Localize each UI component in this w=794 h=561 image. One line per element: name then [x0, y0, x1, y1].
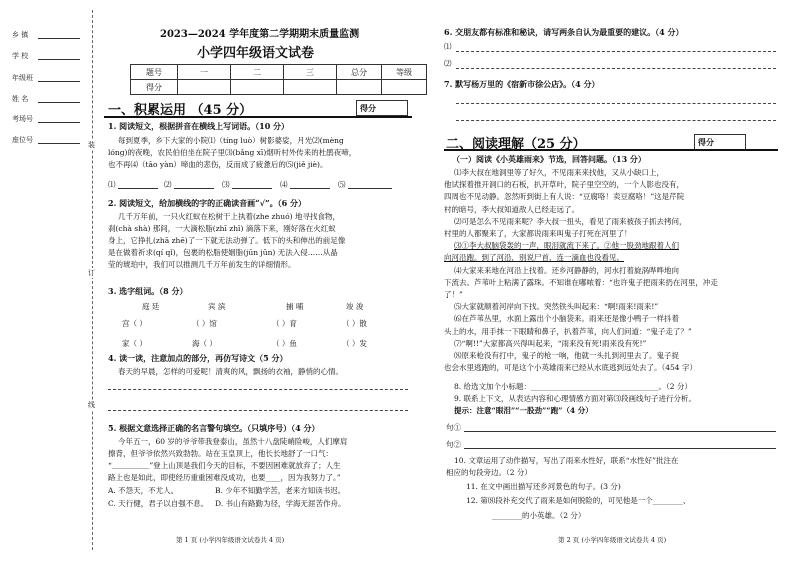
score-cell: 三 — [284, 65, 337, 80]
q11: 11. 在文中画出描写还乡河景色的句子。(3 分) — [466, 482, 621, 491]
passage-line: 下流去。芦苇叶上粘满了露珠。不知谁在嘟哝着：“也许鬼子把雨来扔在河里，冲走 — [444, 277, 718, 287]
q2-line: 几千万年前，一只火红蚁在松树干上执着(zhe zhuó) 地寻找食物， — [118, 212, 340, 221]
passage-line: ⑴李大叔在地洞里等了好久，不见雨来来找他，又从小缺口上， — [454, 168, 664, 177]
passage-line: ⑹在芦苇丛里，水面上露出个小脑袋来。雨来还是像小鸭子一样抖着 — [454, 314, 679, 324]
q8: 8. 给选文加个小标题：__________________________________。（2 分） — [454, 382, 692, 391]
answer-blank[interactable] — [118, 188, 158, 189]
q3-blank[interactable]: 海（ ） — [192, 339, 217, 348]
score-cell: 等级 — [382, 65, 427, 80]
q5-line: 今年五一，60 岁的爷爷带我登泰山，虽然十八盘陡峭险峻，人们摩肩 — [118, 437, 348, 446]
passage-line: ⑶①李大叔脑袋轰的一声，眼泪就流下来了。②他一股劲地跟着人们 — [454, 241, 679, 251]
score-cell[interactable] — [284, 80, 337, 95]
q5-line: 路上也是如此，即使经历重重困难没成功，也要____，因为我努力了。” — [108, 473, 341, 482]
q1-title: 1. 阅读短文，根据拼音在横线上写词语。（10 分） — [108, 121, 290, 131]
passage-line: 他试探着推开洞口的石板，扒开草叶，院子里空空的，一个人影也没有， — [444, 180, 684, 190]
answer-blank[interactable] — [232, 188, 272, 189]
q2-line: 莹的琥珀中，我们可以推测几千万年前发生的详细情形。 — [108, 260, 296, 269]
passage-line: 村的暗号，李大叔知道敌人已经走远了。 — [444, 204, 579, 214]
margin-field-class: 年级班 — [12, 74, 33, 82]
q6-blank-label: ⑵ — [444, 59, 452, 68]
margin-line — [38, 59, 80, 60]
score-cell: 总分 — [337, 65, 382, 80]
passage-line: ⑺“啊!!”大家都高兴得叫起来，“雨来没有死!雨来没有死!” — [454, 338, 647, 348]
margin-field-town: 乡 镇 — [12, 31, 29, 39]
q1-answer-5: ⑸ — [338, 180, 346, 189]
margin-field-school: 学 校 — [12, 52, 29, 60]
q1-line: 每到夏季，乡下大家的小院⑴（tíng luò）树影婆娑，月光⑵(mèng — [118, 136, 344, 145]
margin-line — [38, 122, 80, 123]
answer-blank[interactable] — [290, 188, 330, 189]
q5-option: A. 不怨天，不尤人。 — [108, 486, 179, 495]
margin-line — [38, 143, 80, 144]
q5-title: 5. 根据文意选择正确的名言警句填空。（只填序号）（4 分） — [108, 423, 320, 433]
q6-blank-label: ⑴ — [444, 42, 452, 51]
q6-title: 6. 交朋友都有标准和秘诀，请写两条自认为最重要的建议。（4 分） — [444, 27, 684, 37]
score-cell[interactable] — [231, 80, 284, 95]
q3-blank[interactable]: 家（ ） — [122, 339, 147, 348]
answer-line[interactable] — [464, 431, 776, 432]
score-cell[interactable] — [337, 80, 382, 95]
binding-mark: 装 — [88, 141, 95, 149]
margin-field-room: 考场号 — [12, 115, 33, 123]
q5-line: “＿＿＿＿＿”登上山顶是我们今天的目标，不要因困难就放弃了；人生 — [108, 461, 341, 470]
q9-blank-label: 句② — [446, 440, 461, 449]
margin-field-name: 姓 名 — [12, 95, 29, 103]
q3-title: 3. 选字组词。（8 分） — [108, 286, 188, 296]
q1-answer-4: ⑷ — [280, 180, 288, 189]
q1-line: lóng)的夜晚，农民伯伯坐在院子里⑶(bǎng xī)烟听村外传来的杜鹃夜啼， — [108, 148, 357, 157]
q9: 9. 联系上下文，从表达内容和心理情感方面对第⑶段画线句子进行分析。 — [454, 394, 697, 403]
q1-answer-1: ⑴ — [108, 180, 116, 189]
section-1-score-box[interactable]: 得分 — [356, 100, 408, 116]
margin-line — [38, 38, 80, 39]
score-cell[interactable] — [382, 80, 427, 95]
passage-line: ⑵可是怎么不见雨来呢？李大叔一扭头，看见了雨来被孩子抓去拷问， — [454, 216, 687, 226]
q3-pair: 庭 廷 — [142, 302, 160, 311]
q12: 12. 第⑻段补充交代了雨来是如何脱险的，可见他是一个________、 — [466, 496, 691, 505]
answer-line[interactable] — [464, 448, 776, 449]
q1-answer-3: ⑶ — [222, 180, 230, 189]
passage-line: 向河沿跑。到了河沿，别说尸首，连一滴血也没看见。 — [444, 253, 624, 263]
margin-field-seat: 座位号 — [12, 136, 33, 144]
exam-header: 2023—2024 学年度第二学期期末质量监测 — [160, 29, 360, 40]
answer-line[interactable] — [108, 410, 408, 411]
section-divider — [444, 149, 778, 151]
passage-line: 四周也不见动静。忽然听到街上有人说：“豆腐咯！卖豆腐咯！”这是芹院 — [444, 192, 685, 202]
score-cell: 二 — [231, 65, 284, 80]
q1-line: 也不再⑷（tāo yàn）啼血的悲伤，反而成了疲惫后的⑸(jiě jiè)。 — [108, 160, 328, 169]
q3-pair: 捕 哺 — [286, 302, 304, 311]
q3-pair: 宾 滨 — [208, 302, 226, 311]
answer-line[interactable] — [456, 103, 776, 104]
q1-answer-2: ⑵ — [164, 180, 172, 189]
passage-line: 头上的水，用手抹一下眼睛和鼻子，扒着芦苇，向人们问道：“鬼子走了？” — [444, 326, 692, 336]
answer-line[interactable] — [456, 68, 776, 69]
q2-line: 刹(chà shà) 那间，一大滴松脂(zhī zhǐ) 滴落下来，刚好落在火红蚁 — [108, 224, 336, 233]
q3-blank[interactable]: （ ）发 — [342, 339, 367, 348]
score-table — [130, 64, 427, 95]
q3-blank[interactable]: （ ）育 — [272, 319, 297, 328]
q3-blank[interactable]: （ ）鱼 — [272, 339, 297, 348]
passage-line: 了！” — [444, 290, 463, 299]
passage-line: 村里的人都聚来了，大家都说雨来叫鬼子打死在河里了！ — [444, 229, 632, 238]
margin-line — [38, 102, 80, 103]
page-2-footer: 第 2 页 (小学四年级语文试卷共 4 页) — [558, 536, 667, 544]
q3-blank[interactable]: 宫（ ） — [122, 319, 147, 328]
binding-line — [92, 10, 93, 550]
q5-line: 擦背，但爷爷依然兴致勃勃。站在玉皇顶上，他长长地舒了一口气： — [108, 449, 333, 458]
answer-blank[interactable] — [174, 188, 214, 189]
section-2-title: 二、阅读理解（25 分） — [446, 137, 586, 152]
passage-line: ⑻原来枪没有打中，鬼子的枪一响，他就一头扎到河里去了。鬼子捉 — [454, 351, 679, 360]
q2-line: 身上，它挣扎(zhā zhē)了一下就无法动弹了。低下的头和伸出的前足像 — [108, 236, 346, 245]
score-cell: 得分 — [131, 80, 178, 95]
section-divider — [104, 116, 412, 118]
q9-blank-label: 句① — [446, 423, 461, 432]
answer-line[interactable] — [456, 120, 776, 121]
q4-title: 4. 读一读，注意加点的部分，再仿写诗文（5 分） — [108, 353, 288, 363]
q5-option: D. 书山有路勤为径，学海无涯苦作舟。 — [215, 499, 346, 508]
passage-line: ⑸大家就顺着河岸向下找。突然铁头叫起来：“啊!雨来!雨来!” — [454, 302, 659, 312]
answer-blank[interactable] — [348, 188, 392, 189]
q3-pair: 竣 浚 — [346, 302, 364, 311]
section-1-title: 一、积累运用 （45 分） — [108, 103, 253, 118]
q2-line: 是在做着祈求(qí qǐ)，包裹的松脂使姻脂(jūn jūn) 无法入侵……从晶 — [108, 248, 338, 257]
q3-blank[interactable]: （ ）散 — [342, 319, 367, 328]
q10-cont: 相应的句段旁边。（2 分） — [446, 468, 532, 477]
binding-mark: 线 — [88, 401, 95, 409]
q2-title: 2. 阅读短文，给加横线的字的正确读音画“√”。（6 分） — [108, 198, 306, 208]
q5-option: B. 少年不知勤学苦，老来方知读书迟。 — [215, 486, 346, 495]
q4-text: 春天的早晨，怎样的可爱呢！清爽的风，飘扬的衣袖，静悄的心情。 — [118, 367, 343, 376]
q3-blank[interactable]: （ ）馆 — [192, 319, 217, 328]
margin-line — [38, 81, 80, 82]
q9-hint: 提示：注意“眼泪”“一股劲”“跑”（4 分） — [454, 406, 593, 415]
answer-line[interactable] — [108, 389, 408, 390]
section-2-score-box[interactable]: 得分 — [694, 134, 746, 150]
passage-line: ⑷大家来来地在河沿上找着。还乡河静静的，河水打着旋涡哗哗地向 — [454, 265, 679, 275]
score-cell[interactable] — [178, 80, 231, 95]
answer-line[interactable] — [456, 51, 776, 52]
page-1-footer: 第 1 页 (小学四年级语文试卷共 4 页) — [176, 536, 285, 544]
exam-title: 小学四年级语文试卷 — [197, 46, 315, 61]
q12-cont: ________的小英雄。（2 分） — [492, 511, 586, 520]
passage-line: 也会水里逃跑的，可是这个小英雄雨来已经从水底逃到远处去了。（454 字） — [444, 363, 697, 373]
score-cell: 一 — [178, 65, 231, 80]
score-cell: 题号 — [131, 65, 178, 80]
q7-title: 7. 默写杨万里的《宿新市徐公店》。（4 分） — [444, 79, 600, 89]
part-1-title: （一）阅读《小英雄雨来》节选，回答问题。（13 分） — [452, 154, 646, 164]
q10: 10. 文章运用了动作描写，写出了雨来水性好，联系“水性好”批注在 — [454, 456, 679, 465]
binding-mark: 订 — [88, 269, 95, 277]
q5-option: C. 天行健，君子以自强不息。 — [108, 499, 209, 508]
